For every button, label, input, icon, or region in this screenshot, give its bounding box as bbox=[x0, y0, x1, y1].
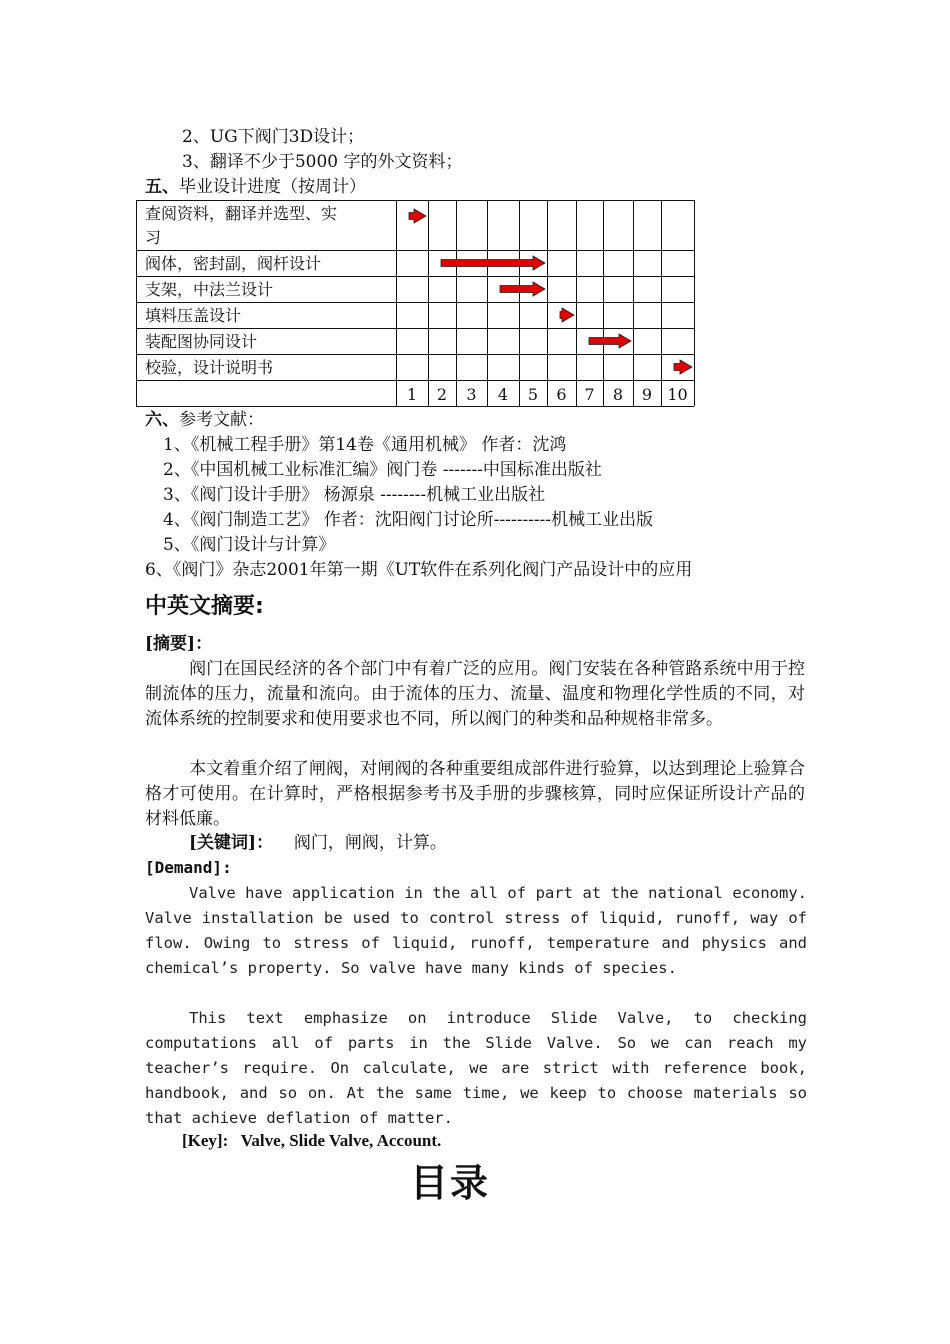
schedule-arrow bbox=[674, 360, 692, 374]
schedule-arrow bbox=[500, 282, 545, 296]
section5-heading bbox=[145, 176, 366, 198]
schedule-gantt bbox=[136, 200, 698, 409]
cn-abstract-label: [摘要]： bbox=[145, 634, 213, 654]
en-para-1-text: Valve have application in the all of part at the national economy. Valve installation be used to control stress of liquid, runoff, way of flow. Owing to stress of liquid, runoff, temperature and physics and chemical’s property. So valve have many kinds of species. bbox=[145, 884, 807, 977]
week-number: 8 bbox=[612, 385, 624, 404]
key-label: [Key]: bbox=[182, 1131, 229, 1150]
section6-heading bbox=[145, 409, 264, 431]
schedule-table bbox=[136, 200, 698, 409]
abstract-heading: 中英文摘要: bbox=[145, 594, 264, 619]
reference-item-6: 6、《阀门》杂志2001年第一期《UT软件在系列化阀门产品设计中的应用 bbox=[145, 560, 693, 580]
key-line bbox=[182, 1131, 441, 1151]
cn-abstract-para-2 bbox=[145, 757, 805, 832]
week-number: 5 bbox=[527, 385, 539, 404]
en-abstract-para-1 bbox=[145, 881, 807, 981]
cn-para-1-text: 阀门在国民经济的各个部门中有着广泛的应用。阀门安装在各种管路系统中用于控制流体的压力，流量和流向。由于流体的压力、流量、温度和物理化学性质的不同，对流体系统的控制要求和使用要求也不同，所以阀门的种类和品种规格非常多。 bbox=[145, 659, 805, 729]
key-values: Valve, Slide Valve, Account. bbox=[240, 1131, 442, 1150]
reference-item: 4、《阀门制造工艺》 作者：沈阳阀门讨论所----------机械工业出版 bbox=[163, 510, 654, 530]
task-label: 校验，设计说明书 bbox=[145, 358, 274, 377]
schedule-arrow bbox=[409, 209, 426, 223]
intro-line-2: 2、UG下阀门3D设计； bbox=[182, 127, 365, 147]
en-abstract-label: [Demand]: bbox=[145, 858, 232, 877]
keywords-label: [关键词]： bbox=[189, 833, 274, 853]
reference-item: 3、《阀门设计手册》 杨源泉 --------机械工业出版社 bbox=[163, 485, 546, 505]
task-label: 填料压盖设计 bbox=[145, 306, 242, 325]
week-number: 1 bbox=[406, 385, 418, 404]
en-para-2-text: This text emphasize on introduce Slide Valve, to checking computations all of parts in the Slide Valve. So we can reach my teacher’s require. On calculate, we are strict with reference book, handbook, and so on. At the same time, we keep to choose materials so that achieve deflation of matter. bbox=[145, 1009, 807, 1127]
reference-item: 1、《机械工程手册》第14卷《通用机械》 作者：沈鸿 bbox=[163, 435, 567, 455]
cn-abstract-para-1 bbox=[145, 657, 805, 732]
task-label: 查阅资料，翻译并选型、实 bbox=[145, 204, 338, 223]
task-label: 支架，中法兰设计 bbox=[145, 280, 274, 299]
task-label: 阀体，密封副，阀杆设计 bbox=[145, 254, 322, 273]
week-number: 10 bbox=[667, 385, 688, 404]
task-label: 习 bbox=[145, 228, 162, 247]
cn-para-2-text: 本文着重介绍了闸阀，对闸阀的各种重要组成部件进行验算，以达到理论上验算合格才可使用。在计算时，严格根据参考书及手册的步骤核算，同时应保证所设计产品的材料低廉。 bbox=[145, 759, 805, 829]
week-number: 7 bbox=[584, 385, 595, 404]
keywords-line bbox=[189, 832, 447, 854]
section5-number: 五、 bbox=[145, 177, 179, 197]
intro-line-3: 3、翻译不少于5000 字的外文资料； bbox=[182, 152, 463, 172]
reference-item: 2、《中国机械工业标准汇编》阀门卷 -------中国标准出版社 bbox=[163, 460, 602, 480]
week-number: 9 bbox=[641, 385, 653, 404]
keywords-values: 阀门，闸阀，计算。 bbox=[293, 833, 447, 853]
reference-item: 5、《阀门设计与计算》 bbox=[163, 535, 336, 555]
week-number: 3 bbox=[466, 385, 477, 404]
week-number: 6 bbox=[556, 385, 567, 404]
task-label: 装配图协同设计 bbox=[145, 332, 258, 351]
week-number: 4 bbox=[497, 385, 509, 404]
section5-title: 毕业设计进度（按周计） bbox=[179, 177, 366, 197]
schedule-arrow bbox=[560, 308, 574, 322]
schedule-arrow bbox=[589, 334, 631, 348]
toc-title: 目录 bbox=[409, 1161, 490, 1205]
en-abstract-para-2 bbox=[145, 1006, 807, 1131]
section6-title: 参考文献： bbox=[179, 410, 264, 430]
section6-number: 六、 bbox=[145, 410, 179, 430]
week-number: 2 bbox=[436, 385, 448, 404]
